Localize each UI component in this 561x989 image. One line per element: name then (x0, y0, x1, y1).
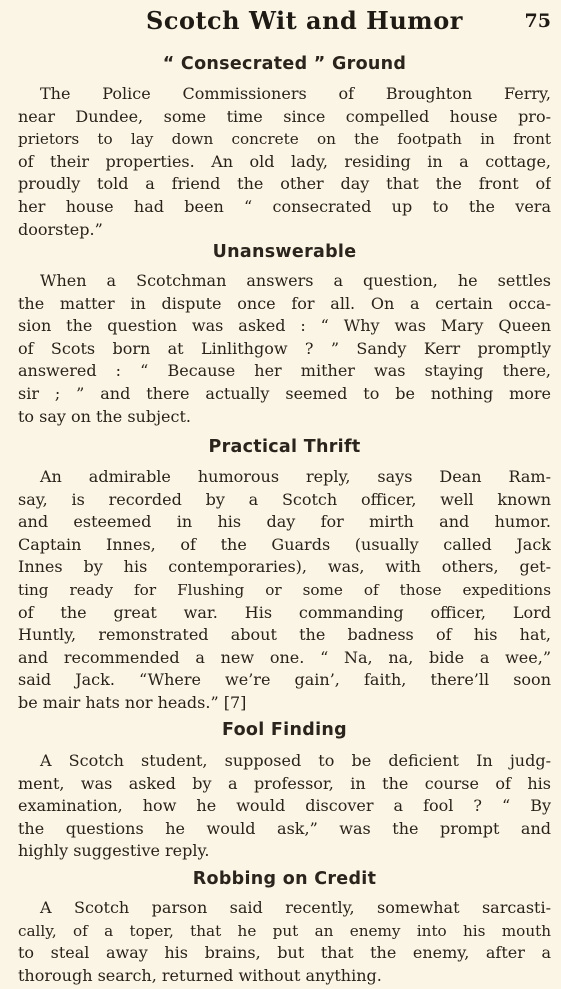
text-line: ment, was asked by a professor, in the course of his (18, 773, 551, 793)
text-line: say, is recorded by a Scotch officer, well known (18, 489, 551, 509)
text-line: the questions he would ask,” was the prompt and (18, 818, 551, 838)
text-line: Captain Innes, of the Guards (usually called Jack (18, 534, 551, 554)
text-line: doorstep.” (18, 219, 103, 239)
text-line: highly suggestive reply. (18, 841, 210, 861)
text-line: said Jack. “Where we’re gain’, faith, there’ll soon (18, 670, 551, 690)
page-header (18, 6, 551, 40)
text-line: of their properties. An old lady, residing in a cottage, (18, 151, 551, 171)
text-line: sir ; ” and there actually seemed to be nothing more (18, 383, 551, 403)
text-line: and recommended a new one. “ Na, na, bide a wee,” (18, 647, 551, 667)
text-line: her house had been “ consecrated up to the vera (18, 196, 551, 216)
text-line: examination, how he would discover a fool ? “ By (18, 796, 551, 816)
text-line: and esteemed in his day for mirth and humor. (18, 512, 551, 532)
text-line: Huntly, remonstrated about the badness of his hat, (18, 625, 551, 645)
text-line: to say on the subject. (18, 406, 191, 426)
text-line: A Scotch parson said recently, somewhat sarcasti- (40, 898, 551, 917)
text-line: ting ready for Flushing or some of those expeditions (18, 580, 551, 599)
text-line: be mair hats nor heads.” [7] (18, 692, 247, 712)
text-line: to steal away his brains, but that the enemy, after a (18, 943, 551, 963)
text-line: cally, of a toper, that he put an enemy into his mouth (18, 921, 551, 940)
text-line: of Scots born at Linlithgow ? ” Sandy Kerr promptly (18, 338, 551, 358)
section-heading-consecrated-ground: “ Consecrated ” Ground (162, 54, 407, 74)
page-number: 75 (524, 10, 551, 32)
section-heading-unanswerable: Unanswerable (212, 242, 357, 262)
text-line: thorough search, returned without anything. (18, 965, 382, 985)
book-page (18, 0, 551, 989)
section-body-unanswerable (18, 270, 551, 428)
text-line: answered : “ Because her mither was staying there, (18, 361, 551, 381)
text-line: The Police Commissioners of Broughton Ferry, (40, 84, 551, 103)
section-heading-practical-thrift: Practical Thrift (208, 437, 361, 457)
text-line: Innes by his contemporaries), was, with others, get- (18, 557, 551, 577)
text-line: of the great war. His commanding officer, Lord (18, 602, 551, 622)
text-line: the matter in dispute once for all. On a certain occa- (18, 293, 551, 313)
text-line: An admirable humorous reply, says Dean Ram- (40, 467, 551, 486)
text-line: proudly told a friend the other day that the front of (18, 174, 551, 194)
text-line: near Dundee, some time since compelled house pro- (18, 106, 551, 126)
section-body-consecrated-ground (18, 83, 551, 241)
section-body-fool-finding (18, 750, 551, 863)
section-body-robbing-on-credit (18, 897, 551, 987)
running-title: Scotch Wit and Humor (146, 6, 463, 35)
section-heading-fool-finding: Fool Finding (222, 720, 347, 740)
text-line: A Scotch student, supposed to be deficient In judg- (40, 751, 551, 770)
section-heading-robbing-on-credit: Robbing on Credit (192, 869, 377, 889)
text-line: When a Scotchman answers a question, he settles (40, 271, 551, 290)
text-line: prietors to lay down concrete on the footpath in front (18, 130, 551, 149)
section-body-practical-thrift (18, 466, 551, 715)
text-line: sion the question was asked : “ Why was Mary Queen (18, 316, 551, 336)
